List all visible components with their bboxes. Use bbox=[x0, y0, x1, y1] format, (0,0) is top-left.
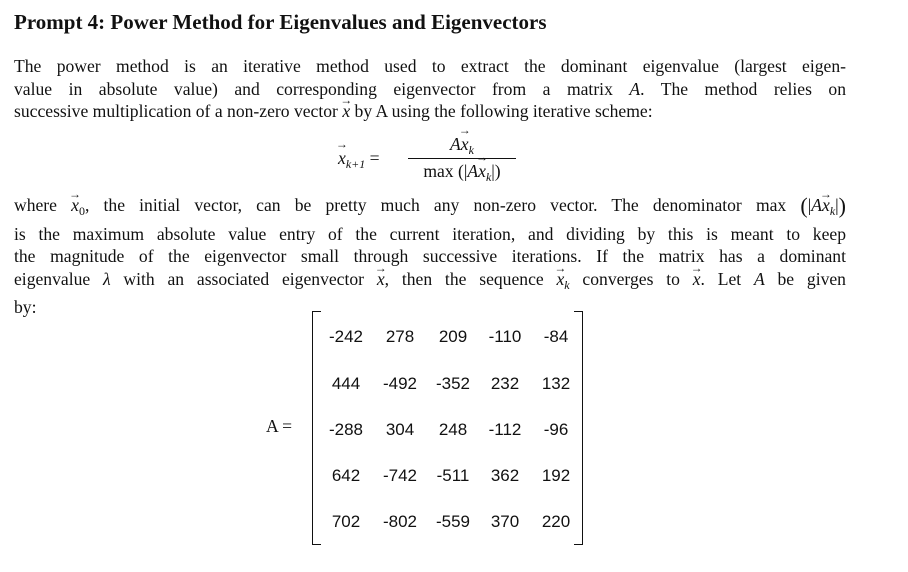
intro-line-2: value in absolute value) and corresponding eigenvector from a matrix A. The method relies on bbox=[14, 78, 847, 99]
matrix-cell: 278 bbox=[385, 327, 415, 346]
matrix-cell: -242 bbox=[328, 327, 364, 346]
matrix-label: A = bbox=[266, 416, 293, 436]
matrix-cell: -802 bbox=[382, 512, 418, 531]
matrix-cell: 209 bbox=[438, 327, 468, 346]
matrix-cell: 304 bbox=[385, 420, 415, 439]
matrix-cell: 444 bbox=[331, 374, 361, 393]
matrix-cell: -352 bbox=[435, 374, 471, 393]
matrix-cell: -742 bbox=[382, 466, 418, 485]
matrix-cell: 192 bbox=[541, 466, 571, 485]
explanation-line-4: eigenvalue λ with an associated eigenvector → x, then the sequence → $x_k$ converges to → x. Let A be given bbox=[14, 268, 846, 297]
page-title: Prompt 4: Power Method for Eigenvalues and Eigenvectors bbox=[14, 10, 547, 34]
explanation-line-3: the magnitude of the eigenvector small through successive iterations. If the matrix has a dominant bbox=[14, 246, 846, 266]
matrix-cell: -112 bbox=[488, 420, 522, 439]
intro-paragraph bbox=[14, 55, 846, 123]
matrix-cell: -511 bbox=[436, 466, 470, 485]
explanation-line-2: is the maximum absolute value entry of the current iteration, and dividing by this is meant to keep bbox=[14, 223, 846, 244]
matrix-cell: -110 bbox=[488, 327, 522, 346]
matrix-cell: 220 bbox=[541, 512, 571, 531]
matrix-cell: -559 bbox=[435, 512, 471, 531]
matrix-cell: -492 bbox=[382, 374, 418, 393]
equation-lhs: → $x_{k+1}$ = bbox=[338, 148, 380, 172]
explanation-line-1: where → $x_0$, the initial vector, can be pretty much any non-zero vector. The denominator $\max (|A\to x_k|)$ bbox=[14, 194, 846, 223]
matrix-cell: -84 bbox=[543, 327, 569, 346]
explanation-paragraph bbox=[14, 194, 846, 319]
intro-line-1: The power method is an iterative method used to extract the dominant eigenvalue (largest eigen- bbox=[14, 56, 846, 76]
matrix-cell: 370 bbox=[490, 512, 520, 531]
matrix-cell: 642 bbox=[331, 466, 361, 485]
matrix-cell: -288 bbox=[328, 420, 364, 439]
matrix-cell: 132 bbox=[541, 374, 571, 393]
fraction-bar bbox=[408, 158, 516, 159]
matrix-cell: -96 bbox=[543, 420, 569, 439]
intro-line-3: successive multiplication of a non-zero vector → x by A using the following iterative scheme: bbox=[14, 100, 846, 123]
matrix-cell: 362 bbox=[490, 466, 520, 485]
matrix-cell: 248 bbox=[438, 420, 468, 439]
explanation-line-5: by: bbox=[14, 297, 37, 317]
matrix-cell: 702 bbox=[331, 512, 361, 531]
equation-numerator: $A\to x_k$ bbox=[408, 134, 516, 156]
equation-fraction bbox=[408, 134, 516, 185]
matrix-cell: 232 bbox=[490, 374, 520, 393]
equation-denominator: $\max (|A\to x_k|)$ bbox=[408, 161, 516, 185]
